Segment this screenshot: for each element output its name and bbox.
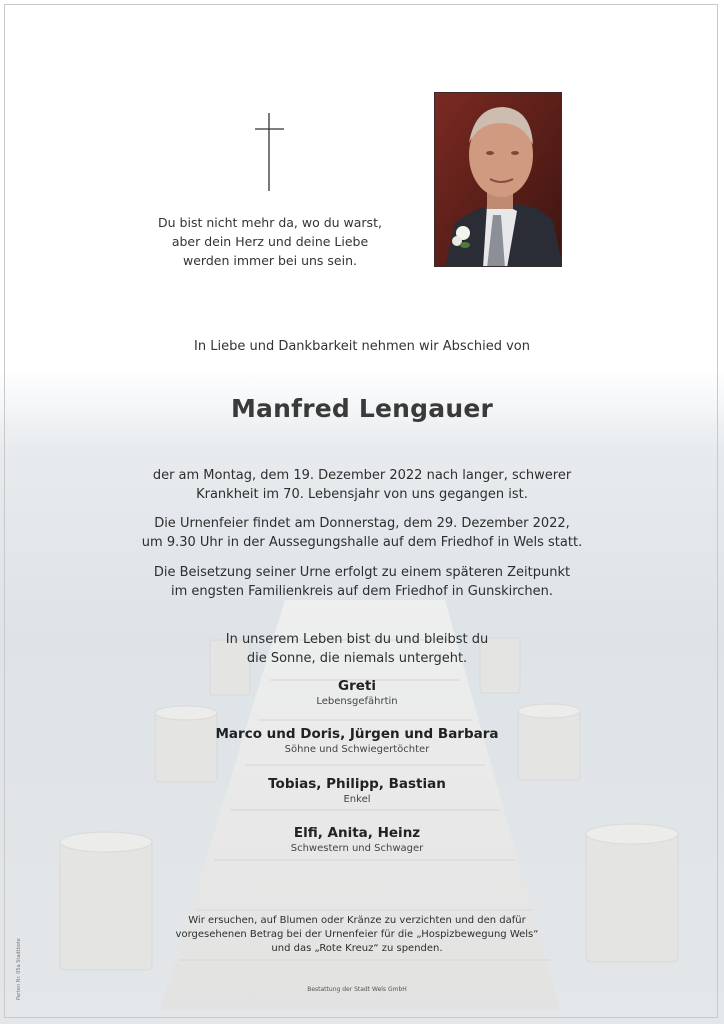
verse-line: werden immer bei uns sein. — [183, 253, 357, 268]
paragraph-line: Die Urnenfeier findet am Donnerstag, dem 29. Dezember 2022, — [154, 516, 570, 531]
funeral-home-credit: Bestattung der Stadt Wels GmbH — [307, 986, 407, 993]
paragraph-line: im engsten Familienkreis auf dem Friedhof in Gunskirchen. — [170, 584, 554, 599]
verse-line: aber dein Herz und deine Liebe — [171, 234, 369, 249]
farewell-intro: In Liebe und Dankbarkeit nehmen wir Abschied von — [194, 339, 530, 354]
family-names: Marco und Doris, Jürgen und Barbara — [215, 726, 499, 742]
paragraph-line: Krankheit im 70. Lebensjahr von uns gegangen ist. — [196, 487, 528, 502]
paragraph-line: um 9.30 Uhr in der Aussegungshalle auf dem Friedhof in Wels statt. — [141, 535, 583, 550]
family-relation: Schwestern und Schwager — [290, 843, 424, 854]
ceremony-paragraph — [0, 514, 724, 552]
family-names: Elfi, Anita, Heinz — [293, 825, 421, 841]
family-names: Greti — [338, 678, 376, 694]
paragraph-line: Die Beisetzung seiner Urne erfolgt zu einem späteren Zeitpunkt — [153, 565, 571, 580]
family-relation: Söhne und Schwiegertöchter — [284, 744, 430, 755]
family-names: Tobias, Philipp, Bastian — [268, 776, 446, 792]
burial-paragraph — [0, 563, 724, 601]
cross-icon — [255, 113, 285, 193]
paragraph-line: der am Montag, dem 19. Dezember 2022 nach langer, schwerer — [152, 468, 572, 483]
deceased-name: Manfred Lengauer — [230, 394, 494, 423]
verse-line: Du bist nicht mehr da, wo du warst, — [158, 215, 382, 230]
family-relation: Enkel — [343, 794, 371, 805]
family-relation: Lebensgefährtin — [316, 696, 398, 707]
imprint-text: Parten Nr. 05a Stadtbote — [16, 938, 22, 1000]
notice-line: Wir ersuchen, auf Blumen oder Kränze zu verzichten und den dafür — [188, 915, 526, 926]
portrait-photo — [434, 92, 562, 267]
memorial-verse — [120, 213, 420, 270]
death-paragraph — [0, 466, 724, 504]
donation-notice — [0, 914, 714, 956]
poem-line: In unserem Leben bist du und bleibst du — [225, 632, 489, 647]
notice-line: und das „Rote Kreuz“ zu spenden. — [271, 943, 443, 954]
poem-line: die Sonne, die niemals untergeht. — [246, 651, 468, 666]
notice-line: vorgesehenen Betrag bei der Urnenfeier für die „Hospizbewegung Wels“ — [175, 929, 539, 940]
closing-poem — [0, 630, 714, 668]
